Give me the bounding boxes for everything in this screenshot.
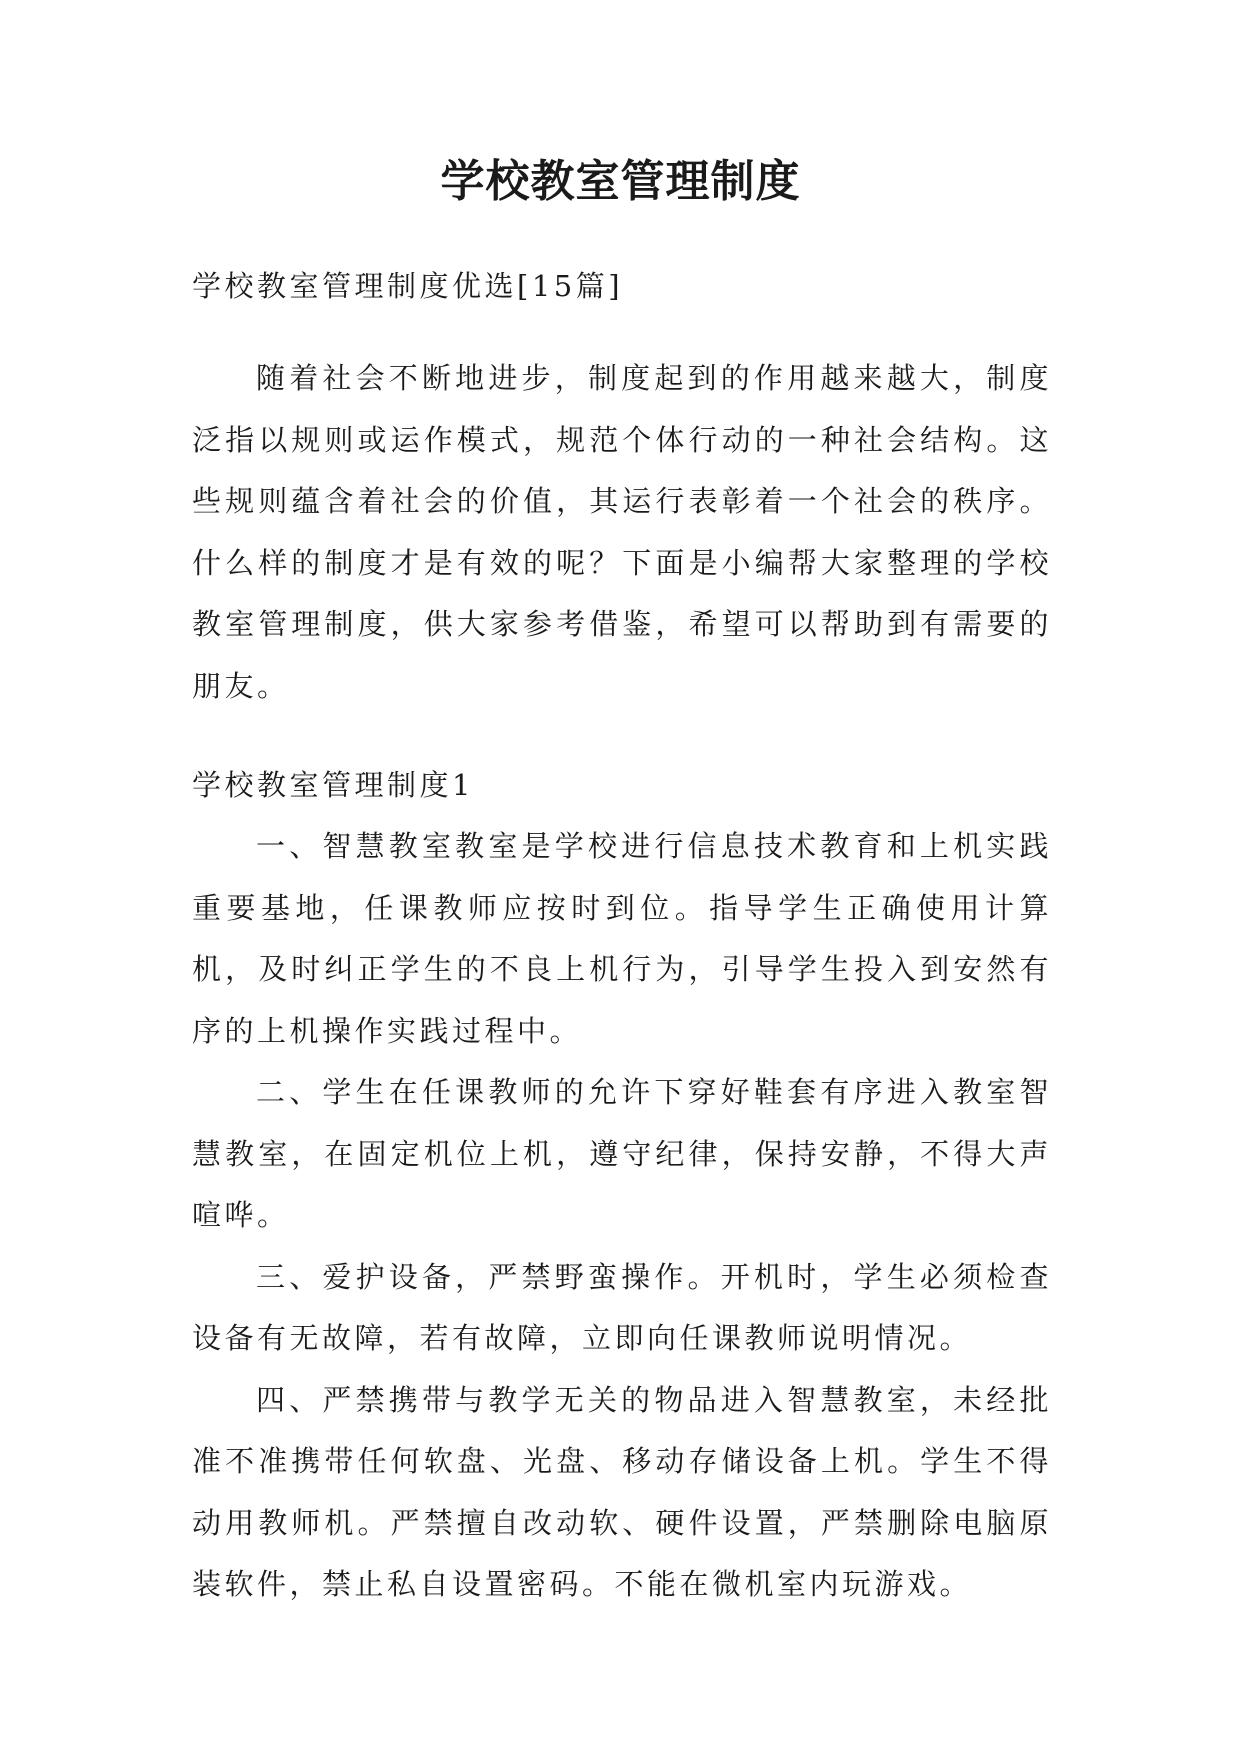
section-heading: 学校教室管理制度1 [192, 768, 474, 802]
document-title: 学校教室管理制度 [440, 156, 801, 207]
document-subtitle: 学校教室管理制度优选[15篇] [192, 269, 624, 303]
section-paragraph-1: 一、智慧教室教室是学校进行信息技术教育和上机实践重要基地，任课教师应按时到位。指导学生正确使用计算机，及时纠正学生的不良上机行为，引导学生投入到安然有序的上机操作实践过程中。 [192, 829, 1052, 1048]
intro-block [192, 348, 1052, 717]
section-paragraph-2: 二、学生在任课教师的允许下穿好鞋套有序进入教室智慧教室，在固定机位上机，遵守纪律，保持安静，不得大声喧哗。 [192, 1075, 1052, 1232]
section-body [192, 816, 1052, 1616]
section-paragraph-4: 四、严禁携带与教学无关的物品进入智慧教室，未经批准不准携带任何软盘、光盘、移动存储设备上机。学生不得动用教师机。严禁擅自改动软、硬件设置，严禁删除电脑原装软件，禁止私自设置密码。不能在微机室内玩游戏。 [192, 1382, 1052, 1601]
intro-paragraph: 随着社会不断地进步，制度起到的作用越来越大，制度泛指以规则或运作模式，规范个体行动的一种社会结构。这些规则蕴含着社会的价值，其运行表彰着一个社会的秩序。什么样的制度才是有效的呢？下面是小编帮大家整理的学校教室管理制度，供大家参考借鉴，希望可以帮助到有需要的朋友。 [192, 361, 1052, 703]
section-paragraph-3: 三、爱护设备，严禁野蛮操作。开机时，学生必须检查设备有无故障，若有故障，立即向任课教师说明情况。 [192, 1259, 1052, 1355]
